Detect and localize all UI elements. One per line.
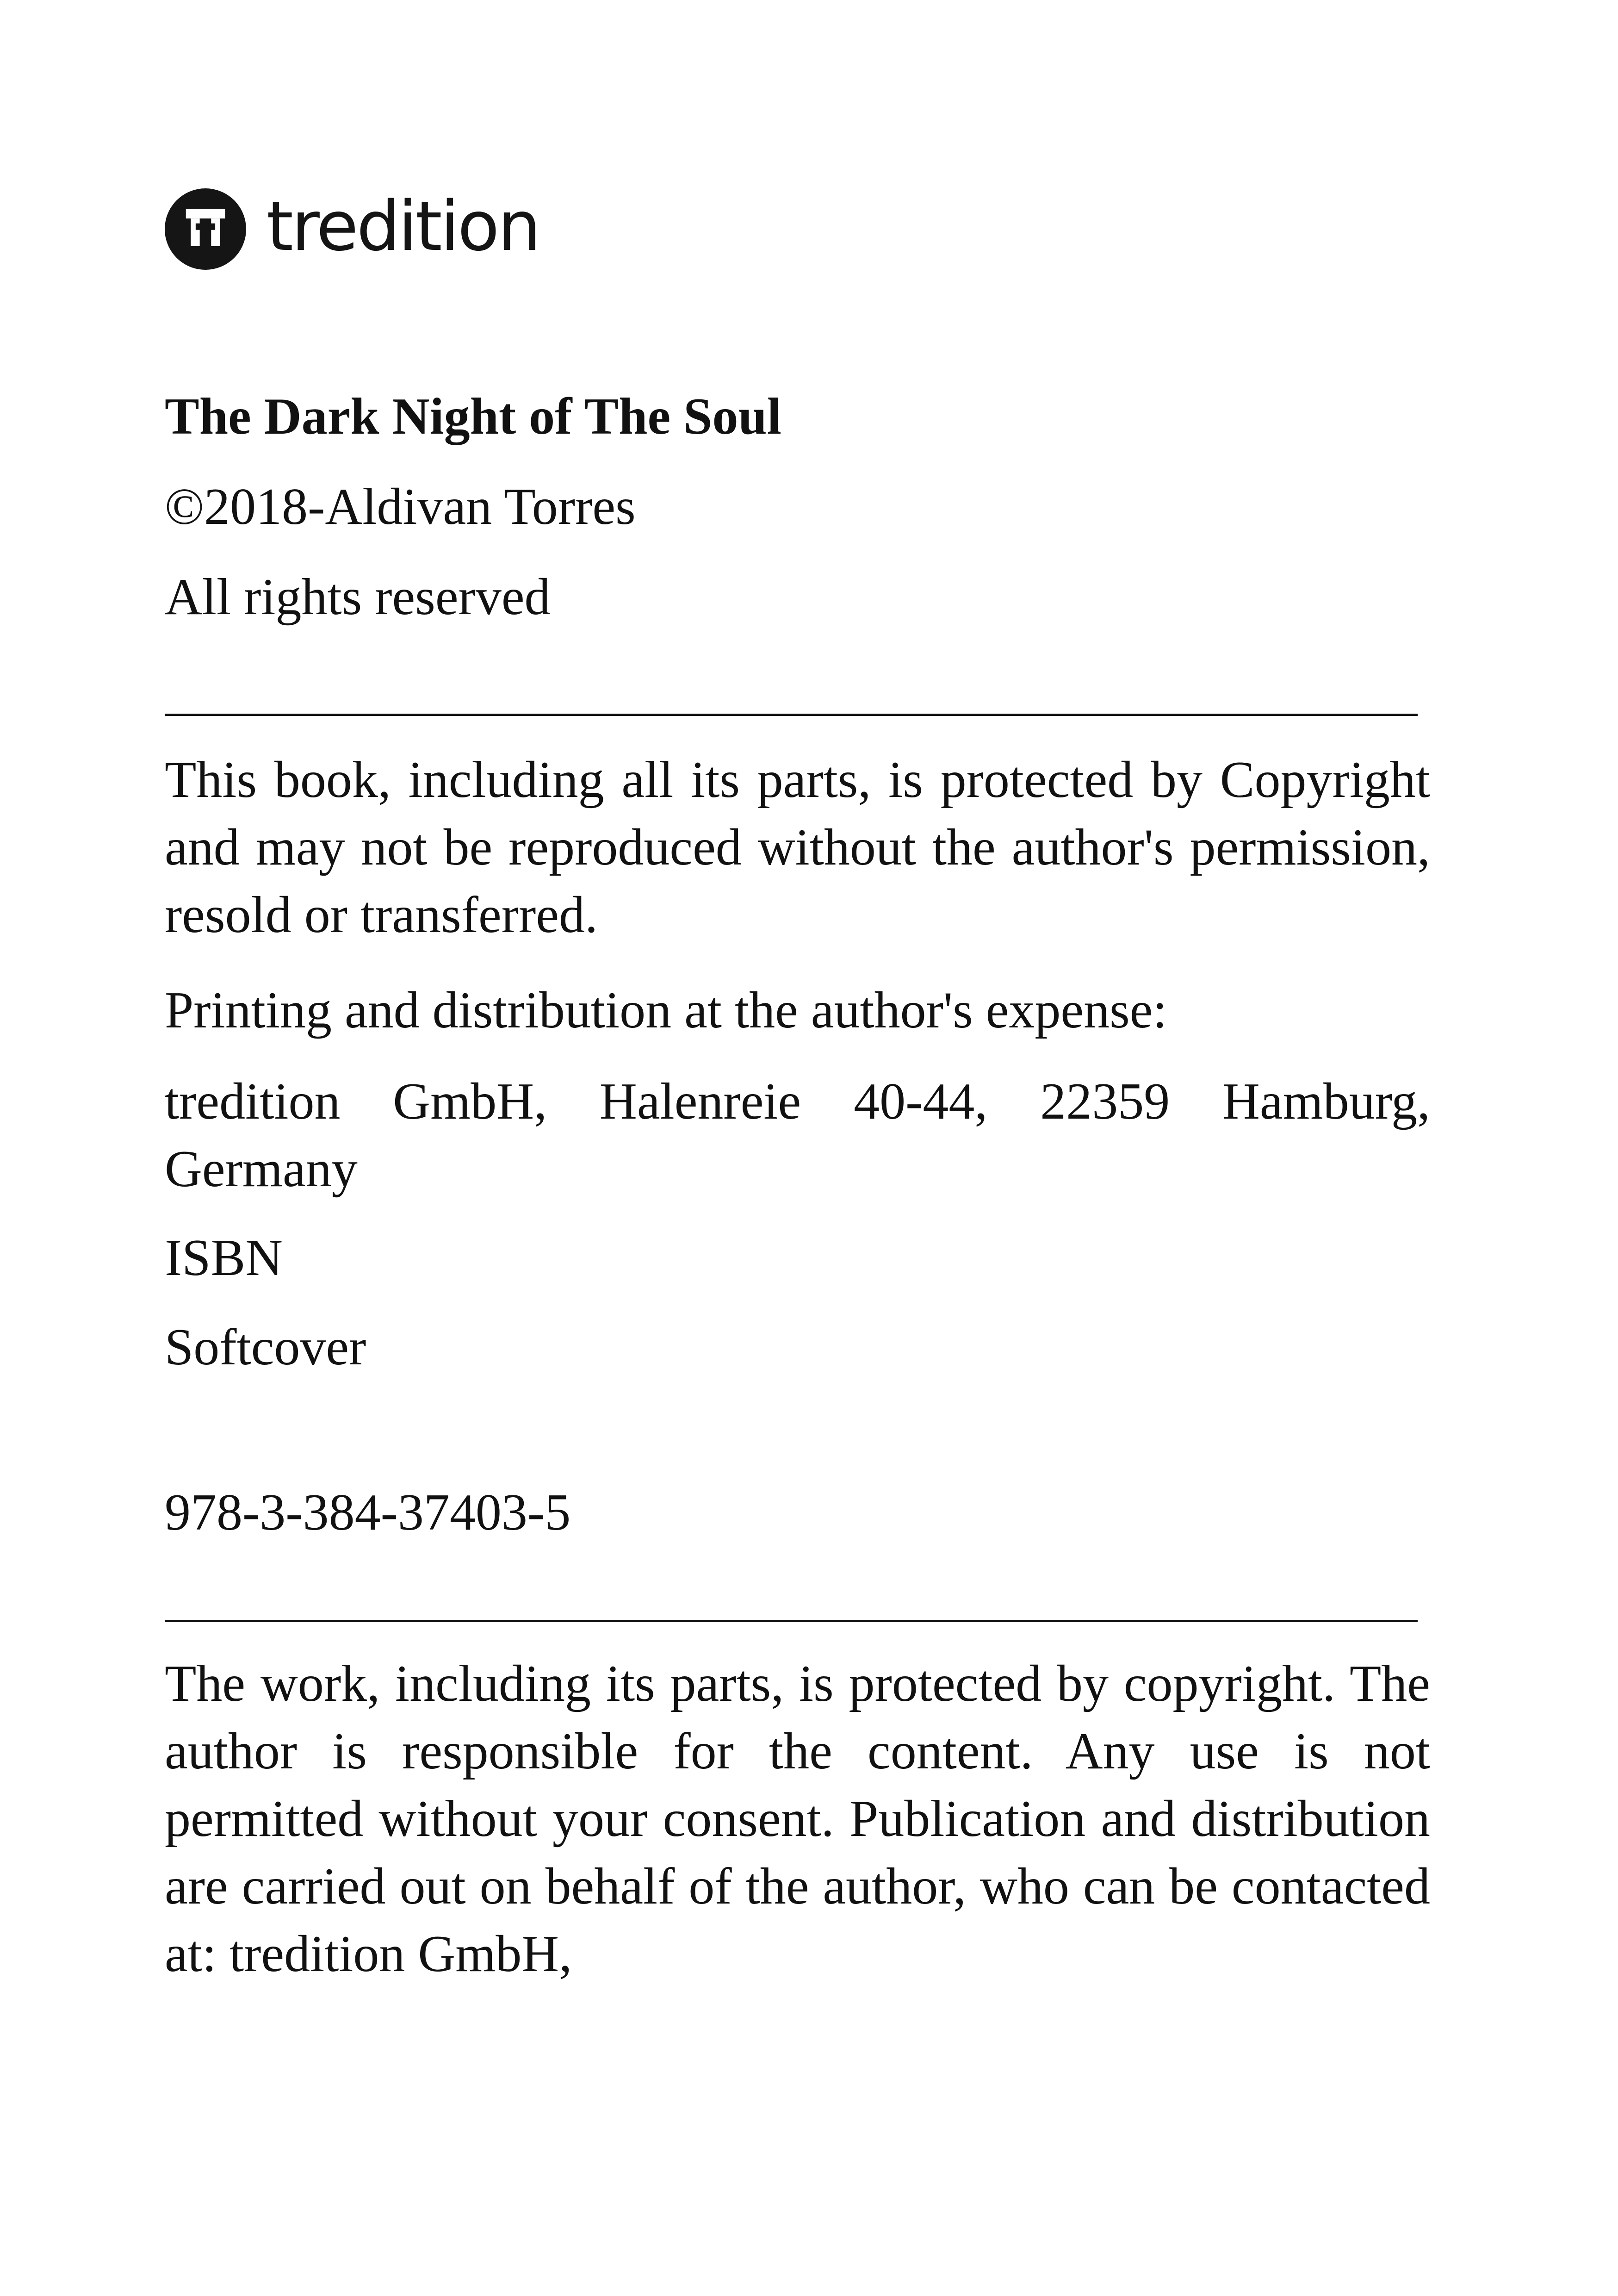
rights-line: All rights reserved — [165, 568, 551, 626]
publisher-logo-text: tredition — [267, 187, 539, 266]
publisher-address: tredition GmbH, Halenreie 40-44, 22359 Hamburg, Germany — [165, 1073, 1430, 1198]
printing-notice: Printing and distribution at the author's expense: — [165, 982, 1167, 1039]
content-responsibility-notice: The work, including its parts, is protected by copyright. The author is responsible for the content. Any use is not permitted without your consent. Publication and distribution are carried out on behalf of the author, who can be contacted at: tredition GmbH, — [165, 1655, 1430, 1983]
format-label: Softcover — [165, 1319, 366, 1376]
section-divider — [165, 1620, 1418, 1622]
section-divider — [165, 714, 1418, 716]
publisher-logo — [165, 187, 539, 271]
copyright-protection-notice: This book, including all its parts, is protected by Copyright and may not be reproduced without the author's permission, resold or transferred. — [165, 751, 1430, 944]
book-title: The Dark Night of The Soul — [165, 388, 781, 445]
isbn-number: 978-3-384-37403-5 — [165, 1484, 571, 1541]
copyright-line: ©2018-Aldivan Torres — [165, 478, 636, 535]
isbn-label: ISBN — [165, 1229, 283, 1287]
tredition-logo-icon — [165, 188, 246, 270]
